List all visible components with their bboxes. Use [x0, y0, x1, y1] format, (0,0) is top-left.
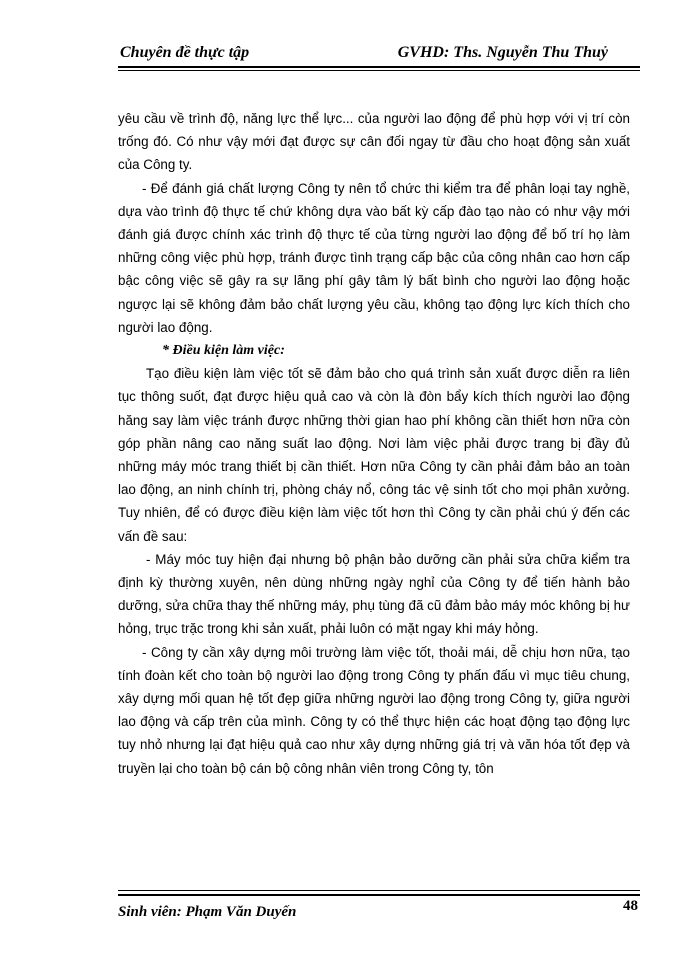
footer-rule-thin — [118, 890, 640, 891]
footer-rule-thick — [118, 894, 640, 896]
paragraph-continuation: yêu cầu về trình độ, năng lực thể lực... của người lao động để phù hợp với vị trí còn trống đó. Có như vậy mới đạt được sự cân đối ngay từ đầu cho hoạt động sản xuất của Công ty. — [118, 111, 630, 173]
footer-student-name: Sinh viên: Phạm Văn Duyến — [118, 904, 297, 920]
document-body — [118, 107, 630, 780]
paragraph-quality-assessment: - Để đánh giá chất lượng Công ty nên tổ chức thi kiểm tra để phân loại tay nghề, dựa vào trình độ thực tế chứ không dựa vào bất kỳ cấp đào tạo nào có như vậy mới đánh giá được chính xác trình độ thực tế của từng người lao động để bố trí họ làm những công việc phù hợp, tránh được tình trạng cấp bậc của công nhân cao hơn cấp bậc công việc sẽ gây ra sự lãng phí gây tâm lý bất bình cho người lao động hoặc ngược lại sẽ không đảm bảo chất lượng yêu cầu, không tạo động lực kích thích cho người lao động. — [118, 180, 630, 335]
header-rule-thick — [118, 66, 640, 68]
section-heading-working-conditions: * Điều kiện làm việc: — [162, 343, 285, 359]
header-rule-thin — [118, 70, 640, 71]
header-title: Chuyên đề thực tập — [120, 44, 250, 61]
page-header — [118, 38, 640, 68]
header-advisor: GVHD: Ths. Nguyễn Thu Thuỷ — [397, 44, 608, 61]
paragraph-work-environment: - Công ty cần xây dựng môi trường làm việc tốt, thoải mái, dễ chịu hơn nữa, tạo tính đoàn kết cho toàn bộ người lao động trong Công ty phấn đấu vì mục tiêu chung, xây dựng mối quan hệ tốt đẹp giữa những người lao động trong Công ty, giữa người lao động và cấp trên của mình. Công ty có thể thực hiện các hoạt động tạo động lực tuy nhỏ nhưng lại đạt hiệu quả cao như xây dựng những giá trị và văn hóa tốt đẹp và truyền lại cho toàn bộ cán bộ công nhân viên trong Công ty, tôn — [118, 644, 630, 776]
page-number: 48 — [623, 898, 638, 914]
page-footer — [118, 890, 640, 930]
paragraph-working-conditions: Tạo điều kiện làm việc tốt sẽ đảm bảo cho quá trình sản xuất được diễn ra liên tục thông suốt, đạt được hiệu quả cao và còn là đòn bẩy kích thích người lao động hăng say làm việc tránh được những thời gian hao phí không cần thiết hơn nữa còn góp phần nâng cao năng suất lao động. Nơi làm việc phải được trang bị đầy đủ những máy móc trang thiết bị cần thiết. Hơn nữa Công ty cần phải đảm bảo an toàn lao động, an ninh chính trị, phòng cháy nổ, công tác vệ sinh tốt cho mọi phân xưởng. Tuy nhiên, để có được điều kiện làm việc tốt hơn thì Công ty cần phải chú ý đến các vấn đề sau: — [118, 366, 630, 544]
paragraph-machinery: - Máy móc tuy hiện đại nhưng bộ phận bảo dưỡng cần phải sửa chữa kiểm tra định kỳ thường xuyên, nên dùng những ngày nghỉ của Công ty để tiến hành bảo dưỡng, sửa chữa thay thế những máy, phụ tùng đã cũ đảm bảo máy móc không bị hư hỏng, trục trặc trong khi sản xuất, phải luôn có mặt ngay khi máy hỏng. — [118, 551, 630, 637]
